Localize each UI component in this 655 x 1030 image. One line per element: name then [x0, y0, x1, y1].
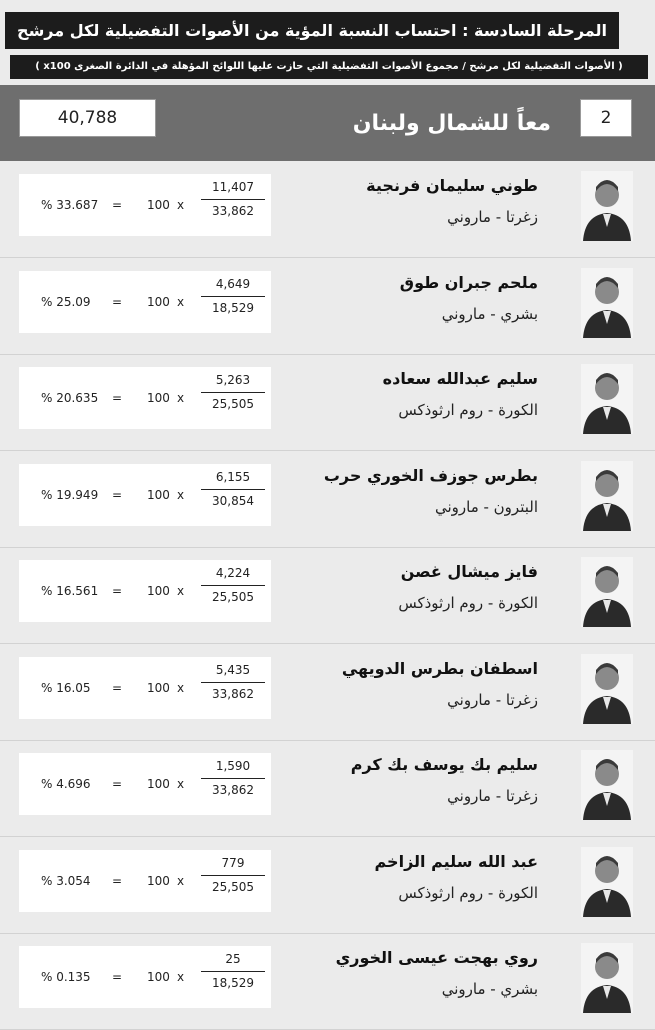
fraction — [201, 276, 265, 316]
list-total-votes-box: 40,788 — [19, 99, 156, 137]
multiplier-value: 100 — [147, 584, 170, 598]
times-sign: x — [177, 873, 185, 888]
preferential-votes: 5,435 — [215, 662, 251, 677]
candidate-photo — [581, 268, 633, 338]
equals-sign: = — [112, 777, 123, 791]
candidate-row — [0, 740, 655, 837]
calculation-box — [19, 560, 271, 622]
candidate-name: فايز ميشال غصن — [400, 562, 538, 581]
district-total-votes: 33,862 — [212, 783, 254, 797]
preferential-votes: 4,649 — [215, 276, 251, 291]
equals-sign: = — [112, 680, 123, 695]
preferential-votes: 4,224 — [215, 566, 251, 580]
fraction-bar — [201, 296, 265, 297]
candidate-photo — [581, 943, 633, 1013]
calculation-box — [19, 367, 271, 429]
preferential-votes: 25 — [225, 952, 241, 966]
percent-result: % 0.135 — [41, 970, 91, 984]
candidate-district: الكورة - روم ارثوذكس — [398, 594, 538, 612]
equals-sign: = — [112, 487, 123, 502]
percent-result: % 4.696 — [41, 777, 91, 791]
times-sign: x — [177, 970, 185, 984]
equals-sign: = — [112, 970, 123, 984]
person-silhouette-icon — [581, 943, 633, 1013]
person-silhouette-icon — [581, 847, 633, 917]
page-title: المرحلة السادسة : احتساب النسبة المؤية من الأصوات التفضيلية لكل مرشح — [5, 12, 619, 49]
fraction — [201, 565, 265, 605]
multiplier-value: 100 — [147, 873, 170, 888]
candidate-photo — [581, 557, 633, 627]
candidate-district: زغرتا - ماروني — [447, 690, 538, 709]
fraction-bar — [201, 585, 265, 586]
candidate-row — [0, 451, 655, 548]
district-total-votes: 18,529 — [212, 976, 254, 990]
calculation-box — [19, 174, 271, 236]
times-sign: x — [177, 391, 185, 405]
candidate-photo — [581, 750, 633, 820]
multiplier-value: 100 — [147, 294, 170, 309]
percent-result: % 19.949 — [41, 487, 99, 502]
candidate-district: بشري - ماروني — [441, 980, 538, 998]
preferential-votes: 1,590 — [215, 759, 251, 773]
candidate-row — [0, 354, 655, 451]
candidate-photo — [581, 461, 633, 531]
preferential-votes: 5,263 — [215, 373, 251, 387]
preferential-votes: 11,407 — [212, 180, 254, 194]
fraction — [201, 372, 265, 412]
candidate-district: الكورة - روم ارثوذكس — [398, 401, 538, 419]
equals-sign: = — [112, 873, 123, 888]
candidate-name: بطرس جوزف الخوري حرب — [323, 465, 538, 485]
multiplier-value: 100 — [147, 198, 170, 212]
list-name: معاً للشمال ولبنان — [352, 111, 551, 136]
fraction — [201, 179, 265, 219]
candidate-photo — [581, 654, 633, 724]
candidate-row — [0, 547, 655, 644]
multiplier-value: 100 — [147, 970, 170, 984]
district-total-votes: 30,854 — [212, 493, 254, 508]
fraction — [201, 951, 265, 991]
candidate-district: البترون - ماروني — [434, 497, 538, 516]
equals-sign: = — [112, 198, 123, 212]
district-total-votes: 18,529 — [212, 300, 254, 315]
person-silhouette-icon — [581, 171, 633, 241]
percent-result: % 16.561 — [41, 584, 99, 598]
candidate-photo — [581, 364, 633, 434]
calculation-box — [19, 850, 271, 912]
percent-result: % 16.05 — [41, 680, 91, 695]
percent-result: % 33.687 — [41, 198, 99, 212]
candidate-row — [0, 837, 655, 934]
candidate-name: اسطفان بطرس الدويهي — [341, 658, 538, 678]
percent-result: % 20.635 — [41, 391, 99, 405]
candidate-district: زغرتا - ماروني — [447, 208, 538, 226]
multiplier-value: 100 — [147, 391, 170, 405]
person-silhouette-icon — [581, 557, 633, 627]
equals-sign: = — [112, 294, 123, 309]
person-silhouette-icon — [581, 750, 633, 820]
percent-result: % 25.09 — [41, 294, 91, 309]
candidate-name: عبد الله سليم الزاخم — [374, 851, 538, 871]
list-rank-box: 2 — [580, 99, 632, 137]
district-total-votes: 25,505 — [212, 879, 254, 894]
fraction-bar — [201, 392, 265, 393]
fraction — [201, 469, 265, 509]
district-total-votes: 25,505 — [212, 397, 254, 411]
times-sign: x — [177, 680, 185, 695]
candidate-name: سليم بك يوسف بك كرم — [350, 755, 538, 774]
calculation-box — [19, 753, 271, 815]
candidate-district: بشري - ماروني — [441, 304, 538, 323]
person-silhouette-icon — [581, 461, 633, 531]
list-header — [0, 85, 655, 161]
times-sign: x — [177, 294, 185, 309]
person-silhouette-icon — [581, 268, 633, 338]
candidate-name: طوني سليمان فرنجية — [366, 176, 538, 195]
person-silhouette-icon — [581, 654, 633, 724]
candidate-district: زغرتا - ماروني — [447, 787, 538, 805]
candidate-row — [0, 933, 655, 1030]
fraction-bar — [201, 489, 265, 490]
fraction-bar — [201, 682, 265, 683]
district-total-votes: 25,505 — [212, 590, 254, 604]
candidate-row — [0, 258, 655, 355]
preferential-votes: 6,155 — [215, 469, 251, 484]
multiplier-value: 100 — [147, 777, 170, 791]
times-sign: x — [177, 777, 185, 791]
fraction — [201, 758, 265, 798]
multiplier-value: 100 — [147, 680, 170, 695]
equals-sign: = — [112, 391, 123, 405]
calculation-box — [19, 271, 271, 333]
fraction-bar — [201, 778, 265, 779]
percent-result: % 3.054 — [41, 873, 91, 888]
fraction-bar — [201, 875, 265, 876]
candidate-district: الكورة - روم ارثوذكس — [398, 883, 538, 902]
candidate-name: روي بهجت عيسى الخوري — [335, 948, 538, 967]
times-sign: x — [177, 487, 185, 502]
person-silhouette-icon — [581, 364, 633, 434]
candidate-row — [0, 161, 655, 258]
preferential-votes: 779 — [221, 855, 245, 870]
times-sign: x — [177, 198, 185, 212]
candidate-name: ملحم جبران طوق — [399, 272, 538, 292]
fraction-bar — [201, 971, 265, 972]
multiplier-value: 100 — [147, 487, 170, 502]
district-total-votes: 33,862 — [212, 204, 254, 218]
candidate-row — [0, 644, 655, 741]
calculation-box — [19, 464, 271, 526]
fraction — [201, 662, 265, 702]
fraction — [201, 855, 265, 895]
candidate-name: سليم عبدالله سعاده — [382, 369, 538, 388]
calculation-box — [19, 946, 271, 1008]
fraction-bar — [201, 199, 265, 200]
candidate-photo — [581, 847, 633, 917]
times-sign: x — [177, 584, 185, 598]
formula-caption: ( الأصوات التفضيلية لكل مرشح / مجموع الأصوات التفضيلية التي حازت عليها اللوائح المؤهلة في الدائرة الصغرى x100 ) — [10, 55, 648, 79]
district-total-votes: 33,862 — [212, 686, 254, 701]
equals-sign: = — [112, 584, 123, 598]
calculation-box — [19, 657, 271, 719]
candidate-photo — [581, 171, 633, 241]
